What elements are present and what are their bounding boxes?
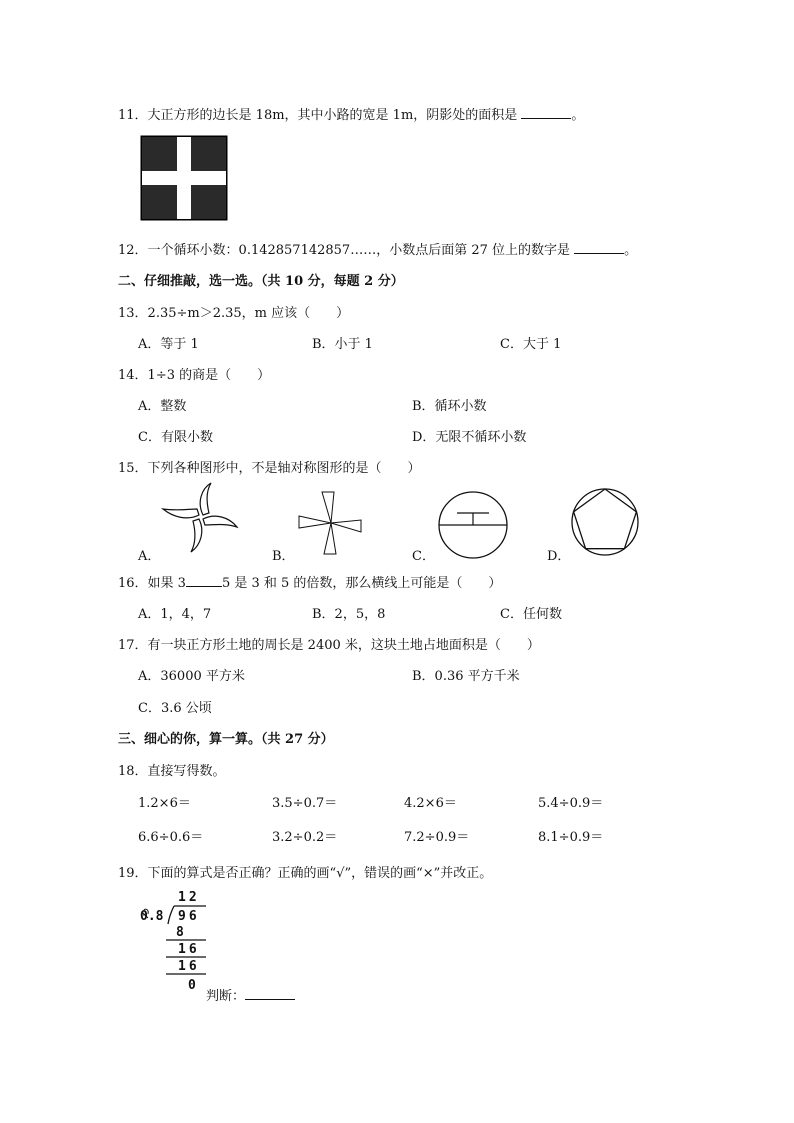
q16-text: 16．如果 3 5 是 3 和 5 的倍数，那么横线上可能是（ ） [118,576,502,591]
q15-option-b[interactable]: B． [272,549,295,564]
q17-option-a[interactable]: A．36000 平方米 [138,669,245,684]
windmill-figure [297,490,365,556]
quotient: 12 [178,890,200,905]
dividend: 96 [178,909,200,924]
q12-answer-blank[interactable] [574,241,624,254]
q11-text: 11．大正方形的边长是 18m，其中小路的宽是 1m，阴影处的面积是 。 [118,108,585,123]
q15-text: 15．下列各种图形中，不是轴对称图形的是（ ） [118,461,421,476]
calc-item: 6.6÷0.6＝ [138,830,204,845]
q17-text: 17．有一块正方形土地的周长是 2400 米，这块土地占地面积是（ ） [118,638,540,653]
q14-option-a[interactable]: A．整数 [138,399,187,414]
q18-text: 18．直接写得数。 [118,764,226,779]
q16-blank[interactable] [186,574,222,587]
calc-item: 3.5÷0.7＝ [272,796,338,811]
q16-option-b[interactable]: B．2，5，8 [312,607,386,622]
calc-item: 5.4÷0.9＝ [538,796,604,811]
q11-square-figure [141,136,227,220]
q14-option-c[interactable]: C．有限小数 [138,430,213,445]
calc-item: 3.2÷0.2＝ [272,830,338,845]
calc-item: 7.2÷0.9＝ [404,830,470,845]
q14-option-d[interactable]: D．无限不循环小数 [412,430,527,445]
q16-option-a[interactable]: A．1，4，7 [138,607,212,622]
section-2-heading: 二、仔细推敲，选一选。（共 10 分，每题 2 分） [118,274,404,289]
circle-bar-figure [437,490,509,560]
q15-option-c[interactable]: C． [412,549,435,564]
calc-item: 4.2×6＝ [404,796,457,811]
q17-option-b[interactable]: B．0.36 平方千米 [412,669,520,684]
q13-option-b[interactable]: B．小于 1 [312,337,373,352]
q16-option-c[interactable]: C．任何数 [500,607,562,622]
q14-text: 14．1÷3 的商是（ ） [118,368,271,383]
q17-option-c[interactable]: C．3.6 公顷 [138,701,212,716]
judge-line: 判断： [206,985,295,1004]
q15-option-a[interactable]: A． [138,549,161,564]
step-2: 16 [178,942,200,957]
q12-text: 12．一个循环小数：0.142857142857……，小数点后面第 27 位上的数字是 。 [118,243,638,258]
q13-option-a[interactable]: A．等于 1 [138,337,199,352]
q13-text: 13．2.35÷m＞2.35，m 应该（ ） [118,306,350,321]
step-1: 8 [176,925,184,940]
pentagon-circle-figure [571,488,639,556]
judge-blank[interactable] [245,987,295,1000]
q19-text: 19．下面的算式是否正确？正确的画“√”，错误的画“×”并改正。 [118,866,493,881]
q11-answer-blank[interactable] [521,106,571,119]
calc-item: 8.1÷0.9＝ [538,830,604,845]
calc-item: 1.2×6＝ [138,796,191,811]
step-3: 16 [178,959,200,974]
section-3-heading: 三、细心的你，算一算。（共 27 分） [118,732,334,747]
q14-option-b[interactable]: B．循环小数 [412,399,487,414]
divisor: 0.8 [140,909,164,924]
remainder: 0 [188,978,196,993]
q13-option-c[interactable]: C．大于 1 [500,337,562,352]
q15-option-d[interactable]: D． [547,549,571,564]
pinwheel-figure [160,480,242,554]
